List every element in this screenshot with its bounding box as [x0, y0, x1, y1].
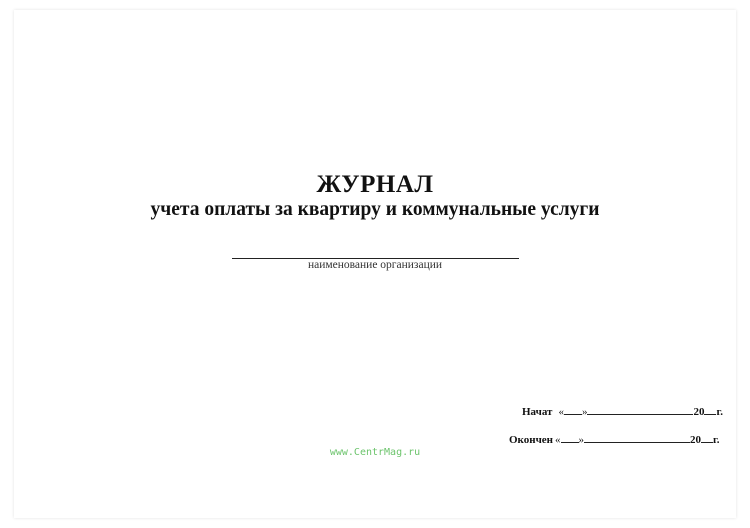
- end-date-row: [509, 433, 720, 446]
- quote-close: »: [578, 434, 585, 446]
- end-year-blank: [701, 433, 713, 443]
- end-year-prefix: 20: [690, 434, 702, 446]
- quote-open: «: [558, 406, 564, 418]
- start-month-blank: [587, 405, 693, 415]
- end-day-blank: [561, 433, 579, 443]
- document-subtitle: учета оплаты за квартиру и коммунальные услуги: [150, 199, 600, 220]
- start-year-suffix: г.: [716, 406, 723, 418]
- document-title: ЖУРНАЛ: [316, 171, 434, 198]
- start-day-blank: [564, 405, 582, 415]
- quote-open: «: [555, 434, 561, 446]
- end-date-label: Окончен: [509, 434, 554, 446]
- start-year-blank: [704, 405, 716, 415]
- start-date-row: [522, 405, 723, 418]
- end-year-suffix: г.: [713, 434, 720, 446]
- quote-close: »: [581, 406, 588, 418]
- start-year-prefix: 20: [693, 406, 705, 418]
- organization-caption: наименование организации: [307, 259, 443, 271]
- watermark-text: www.CentrMag.ru: [329, 447, 421, 458]
- start-date-label: Начат: [522, 406, 553, 418]
- end-month-blank: [584, 433, 690, 443]
